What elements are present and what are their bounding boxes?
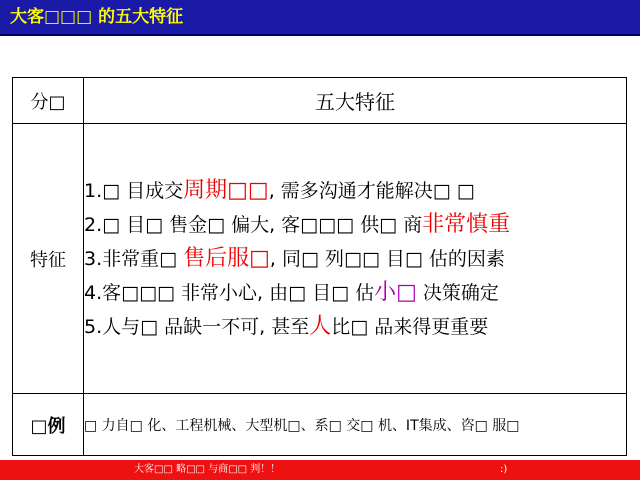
feature-emphasis: 小□ — [374, 279, 417, 305]
features-list-cell — [84, 124, 627, 394]
footer-text: 大客□□ 略□□ 与商□□ 判！！ — [134, 464, 281, 475]
feature-emphasis: 售后服□ — [183, 245, 270, 271]
feature-emphasis: 非常慎重 — [422, 211, 511, 237]
features-table — [12, 77, 627, 456]
feature-text: 4.客□□□ 非常小心, 由□ 目□ 估 — [84, 281, 375, 304]
feature-emphasis: 周期□□ — [183, 177, 269, 203]
feature-item — [84, 208, 626, 242]
feature-item — [84, 310, 626, 344]
feature-list — [84, 174, 626, 344]
header-features-cell: 五大特征 — [84, 78, 627, 124]
table-example-row — [13, 394, 627, 456]
feature-emphasis: 人 — [309, 313, 332, 339]
feature-text: , 需多沟通才能解决□ □ — [268, 179, 475, 202]
title-bar — [0, 0, 640, 36]
feature-text: 5.人与□ 品缺一不可, 甚至 — [84, 315, 310, 338]
example-text-cell: □ 力自□ 化、工程机械、大型机□、系□ 交□ 机、IT集成、咨□ 服□ — [84, 394, 627, 456]
features-label-cell: 特征 — [13, 124, 84, 394]
table-features-row — [13, 124, 627, 394]
feature-text: 2.□ 目□ 售金□ 偏大, 客□□□ 供□ 商 — [84, 213, 423, 236]
header-category-cell: 分□ — [13, 78, 84, 124]
feature-text: , 同□ 列□□ 目□ 估的因素 — [269, 247, 505, 270]
footer-smiley: :) — [500, 464, 508, 475]
table-header-row — [13, 78, 627, 124]
feature-text: 比□ 品来得更重要 — [331, 315, 489, 338]
feature-text: 决策确定 — [416, 281, 499, 304]
footer-bar — [0, 460, 640, 480]
feature-item — [84, 174, 626, 208]
feature-item — [84, 276, 626, 310]
feature-item — [84, 242, 626, 276]
feature-text: 1.□ 目成交 — [84, 179, 184, 202]
feature-text: 3.非常重□ — [84, 247, 184, 270]
slide-title: 大客□□□ 的五大特征 — [10, 7, 184, 27]
example-label-cell: □例 — [13, 394, 84, 456]
